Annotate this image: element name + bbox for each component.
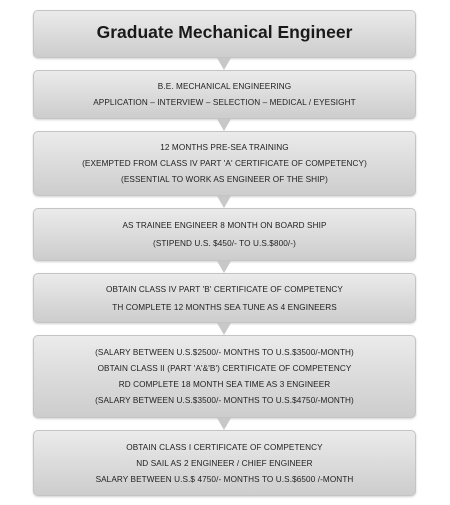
step-line: (ESSENTIAL TO WORK AS ENGINEER OF THE SHIP) bbox=[121, 175, 328, 184]
step-line: (EXEMPTED FROM CLASS IV PART 'A' CERTIFICATE OF COMPETENCY) bbox=[82, 159, 367, 168]
step-line: B.E. MECHANICAL ENGINEERING bbox=[157, 82, 292, 91]
step-line: RD COMPLETE 18 MONTH SEA TIME AS 3 ENGINEER bbox=[118, 380, 331, 389]
step-line: ND SAIL AS 2 ENGINEER / CHIEF ENGINEER bbox=[136, 458, 313, 468]
flow-arrow bbox=[217, 196, 231, 208]
step-box-pre-sea-training bbox=[33, 131, 416, 196]
step-line: (SALARY BETWEEN U.S.$3500/- MONTHS TO U.S.$4750/-MONTH) bbox=[95, 396, 354, 405]
step-line: SALARY BETWEEN U.S.$ 4750/- MONTHS TO U.S.$6500 /-MONTH bbox=[95, 474, 354, 484]
title-box bbox=[33, 10, 416, 58]
step-line: TH COMPLETE 12 MONTHS SEA TUNE AS 4 ENGINEERS bbox=[112, 302, 337, 312]
diagram-title: Graduate Mechanical Engineer bbox=[96, 21, 353, 42]
step-box-class-iv bbox=[33, 273, 416, 323]
flow-arrow bbox=[217, 323, 231, 335]
step-box-class-i bbox=[33, 430, 416, 496]
step-box-class-ii bbox=[33, 335, 416, 418]
step-box-education bbox=[33, 70, 416, 119]
step-line: OBTAIN CLASS I CERTIFICATE OF COMPETENCY bbox=[126, 442, 323, 452]
step-line: OBTAIN CLASS IV PART 'B' CERTIFICATE OF COMPETENCY bbox=[106, 284, 343, 294]
step-line: AS TRAINEE ENGINEER 8 MONTH ON BOARD SHIP bbox=[122, 221, 327, 230]
flow-arrow bbox=[217, 119, 231, 131]
step-line: (STIPEND U.S. $450/- TO U.S.$800/-) bbox=[153, 239, 296, 248]
step-line: 12 MONTHS PRE-SEA TRAINING bbox=[160, 143, 289, 152]
step-line: OBTAIN CLASS II (PART 'A'&'B') CERTIFICATE OF COMPETENCY bbox=[97, 364, 352, 373]
flow-arrow bbox=[217, 418, 231, 430]
flow-arrow bbox=[217, 58, 231, 70]
flow-arrow bbox=[217, 261, 231, 273]
step-box-trainee-engineer bbox=[33, 208, 416, 261]
step-line: APPLICATION – INTERVIEW – SELECTION – MEDICAL / EYESIGHT bbox=[93, 98, 356, 107]
step-line: (SALARY BETWEEN U.S.$2500/- MONTHS TO U.S.$3500/-MONTH) bbox=[95, 348, 354, 357]
